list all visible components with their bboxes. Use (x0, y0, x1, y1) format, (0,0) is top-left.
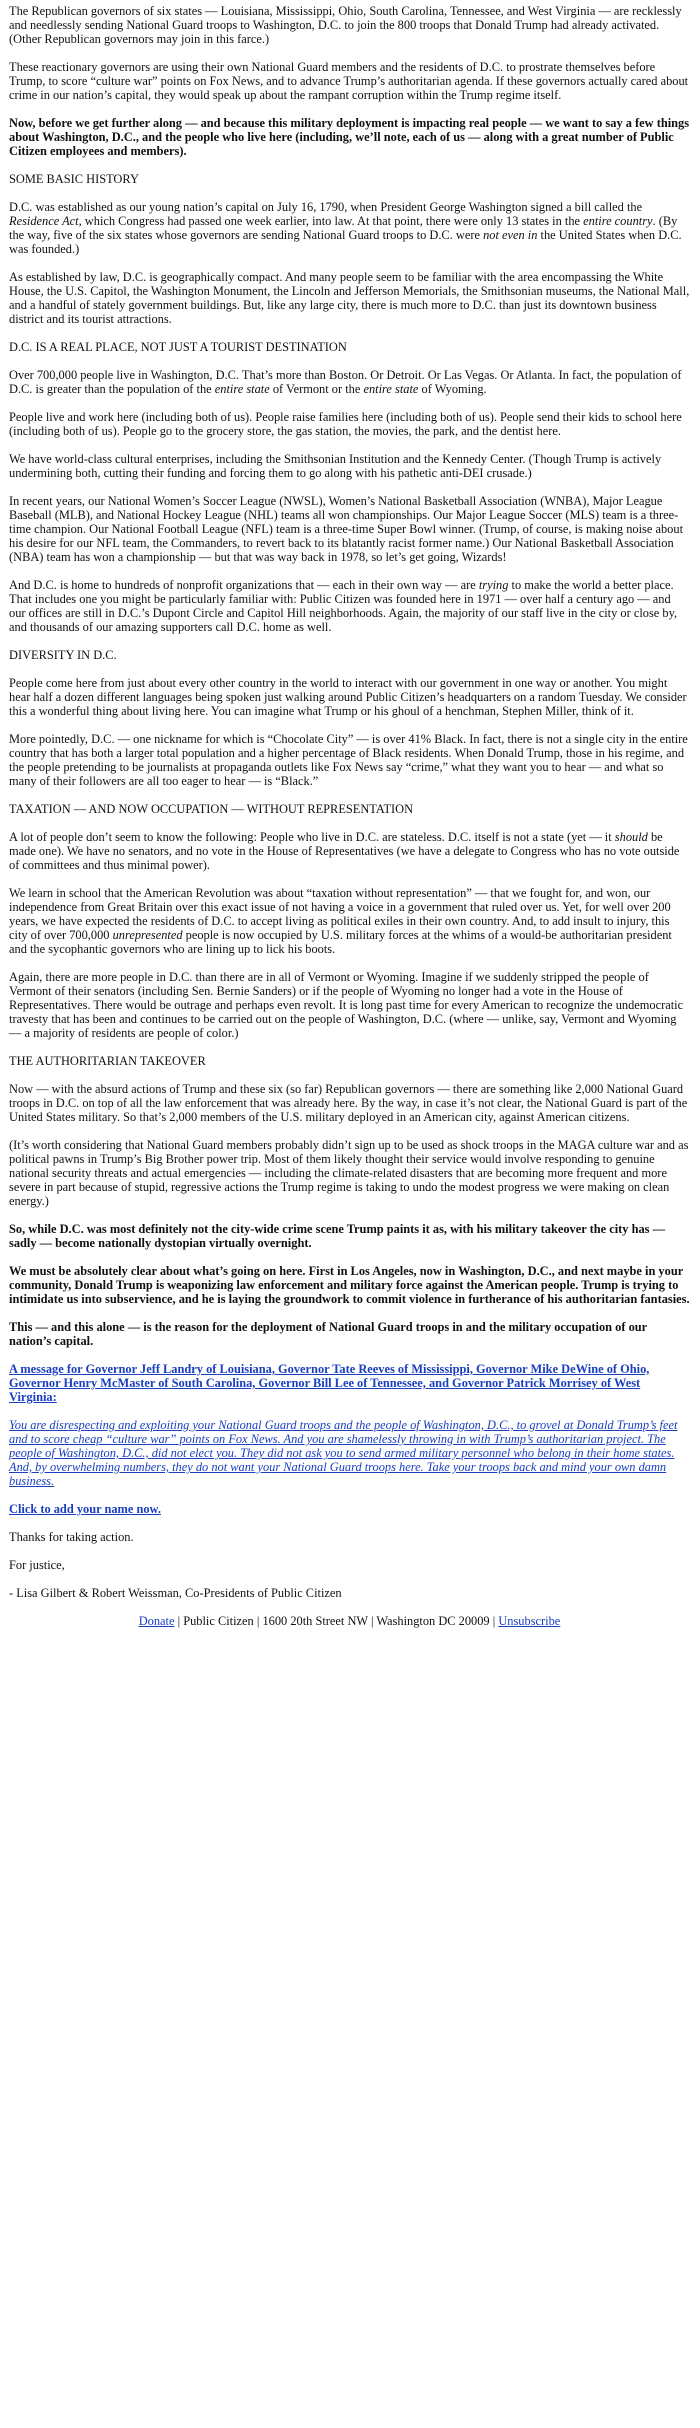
footer-separator: | (256, 1614, 260, 1628)
real-place-paragraph-2: People live and work here (including both of us). People raise families here (including both of us). People send their kids to school here (including both of us). People go to the grocery store, the gas station, the movies, the park, and the dentist here. (9, 410, 682, 438)
taxation-paragraph-2: We learn in school that the American Revolution was about “taxation without representation” — that we fought for, and won, our independence from Great Britain over this exact issue of not having a voice in a government that ruled over us. Yet, for well over 200 years, we have expected the residents of D.C. to accept living as political exiles in their own country. And, to add insult to injury, this city of over 700,000 unrepresented people is now occupied by U.S. military forces at the whims of a would-be authoritarian president and the sycophantic governors who are lining up to lick his boots. (9, 886, 672, 956)
footer-separator: | (177, 1614, 181, 1628)
takeover-paragraph-3: So, while D.C. was most definitely not the city-wide crime scene Trump paints it as, with his military takeover the city has — sadly — become nationally dystopian virtually overnight. (9, 1222, 665, 1250)
petition-cta[interactable] (9, 1502, 690, 1516)
diversity-paragraph-2: More pointedly, D.C. — one nickname for which is “Chocolate City” — is over 41% Black. In fact, there is not a single city in the entire country that has both a larger total population and a higher percentage of Black residents. When Donald Trump, those in his regime, and the people pretending to be journalists at propaganda outlets like Fox News say “crime,” what they want you to hear — and what so many of their followers are all too eager to hear — is “Black.” (9, 732, 688, 788)
intro-paragraph-2: These reactionary governors are using their own National Guard members and the residents of D.C. to prostrate themselves before Trump, to score “culture war” points on Fox News, and to advance Trump’s authoritarian agenda. If these governors actually cared about crime in our nation’s capital, they would speak up about the rampant corruption within the Trump regime itself. (9, 60, 689, 102)
petition-body-link[interactable]: You are disrespecting and exploiting your National Guard troops and the people of Washington, D.C., to grovel at Donald Trump’s feet and to score cheap “culture war” points on Fox News. And you are shamelessly throwing in with Trump’s authoritarian project. The people of Washington, D.C., did not elect you. They did not ask you to send armed military personnel who belong in their home states. And, by overwhelming numbers, they do not want your National Guard troops here. Take your troops back and mind your own damn business. (9, 1418, 678, 1488)
taxation-paragraph-3: Again, there are more people in D.C. than there are in all of Vermont or Wyoming. Imagine if we suddenly stripped the people of Vermont of their senators (including Sen. Bernie Sanders) or if the people of Wyoming no longer had a vote in the House of Representatives. There would be outrage and perhaps even revolt. It is long past time for every American to recognize the undemocratic travesty that has been and continues to be carried out on the people of Washington, D.C. (where — unlike, say, Vermont and Wyoming — a majority of residents are people of color.) (9, 970, 684, 1040)
footer-separator: | (492, 1614, 496, 1628)
intro-paragraph-3: Now, before we get further along — and because this military deployment is impacting real people — we want to say a few things about Washington, D.C., and the people who live here (including, we’ll note, each of us — along with a great number of Public Citizen employees and members). (9, 116, 690, 158)
section-heading-real-place: D.C. IS A REAL PLACE, NOT JUST A TOURIST DESTINATION (9, 340, 347, 354)
footer-address: 1600 20th Street NW (262, 1614, 368, 1628)
email-footer (9, 1614, 690, 1628)
section-heading-diversity: DIVERSITY IN D.C. (9, 648, 117, 662)
history-paragraph-1: D.C. was established as our young nation’s capital on July 16, 1790, when President George Washington signed a bill called the Residence Act, which Congress had passed one week earlier, into law. At that point, there were only 13 states in the entire country. (By the way, five of the six states whose governors are sending National Guard troops to D.C. were not even in the United States when D.C. was founded.) (9, 200, 682, 256)
real-place-paragraph-5: And D.C. is home to hundreds of nonprofit organizations that — each in their own way — are trying to make the world a better place. That includes one you might be particularly familiar with: Public Citizen was founded here in 1971 — over half a century ago — and our offices are still in D.C.’s Dupont Circle and Capitol Hill neighborhoods. Again, the majority of our staff live in the city or close by, and thousands of our amazing supporters call D.C. home as well. (9, 578, 678, 634)
footer-org-name: Public Citizen (183, 1614, 254, 1628)
real-place-paragraph-3: We have world-class cultural enterprises, including the Smithsonian Institution and the Kennedy Center. (Though Trump is actively undermining both, cutting their funding and forcing them to go along with his pathetic anti-DEI crusade.) (9, 452, 662, 480)
petition-message-body-link[interactable] (9, 1418, 690, 1488)
takeover-paragraph-5: This — and this alone — is the reason for the deployment of National Guard troops in and the military occupation of our nation’s capital. (9, 1320, 647, 1348)
takeover-paragraph-4: We must be absolutely clear about what’s going on here. First in Los Angeles, now in Washington, D.C., and next maybe in your community, Donald Trump is weaponizing law enforcement and military force against the American people. Trump is trying to intimidate us into subservience, and he is laying the groundwork to commit violence in furtherance of his authoritarian fantasies. (9, 1264, 690, 1306)
section-heading-history: SOME BASIC HISTORY (9, 172, 139, 186)
real-place-paragraph-1: Over 700,000 people live in Washington, D.C. That’s more than Boston. Or Detroit. Or Las Vegas. Or Atlanta. In fact, the population of D.C. is greater than the population of the entire state of Vermont or the entire state of Wyoming. (9, 368, 682, 396)
unsubscribe-link[interactable]: Unsubscribe (498, 1614, 561, 1628)
takeover-paragraph-1: Now — with the absurd actions of Trump and these six (so far) Republican governors — there are something like 2,000 National Guard troops in D.C. on top of all the law enforcement that was already here. By the way, in case it’s not clear, the National Guard is part of the United States military. So that’s 2,000 members of the U.S. military deployed in an American city, against American citizens. (9, 1082, 688, 1124)
donate-link[interactable]: Donate (138, 1614, 175, 1628)
add-your-name-link[interactable]: Click to add your name now. (9, 1502, 161, 1516)
footer-separator: | (371, 1614, 374, 1628)
footer-city: Washington DC 20009 (376, 1614, 490, 1628)
petition-message-heading-link[interactable] (9, 1362, 690, 1404)
taxation-paragraph-1: A lot of people don’t seem to know the following: People who live in D.C. are stateless. D.C. itself is not a state (yet — it should be made one). We have no senators, and no vote in the House of Representatives (we have a delegate to Congress who has no vote outside of committees and thus minimal power). (9, 830, 680, 872)
intro-paragraph-1: The Republican governors of six states — Louisiana, Mississippi, Ohio, South Carolina, Tennessee, and West Virginia — are recklessly and needlessly sending National Guard troops to Washington, D.C. to join the 800 troops that Donald Trump had already activated. (Other Republican governors may join in this farce.) (9, 4, 682, 46)
section-heading-takeover: THE AUTHORITARIAN TAKEOVER (9, 1054, 206, 1068)
petition-heading-link[interactable]: A message for Governor Jeff Landry of Louisiana, Governor Tate Reeves of Mississippi, Governor Mike DeWine of Ohio, Governor Henry McMaster of South Carolina, Governor Bill Lee of Tennessee, and Governor Patrick Morrisey of West Virginia: (9, 1362, 650, 1404)
section-heading-taxation: TAXATION — AND NOW OCCUPATION — WITHOUT REPRESENTATION (9, 802, 414, 816)
takeover-paragraph-2: (It’s worth considering that National Guard members probably didn’t sign up to be used as shock troops in the MAGA culture war and as political pawns in Trump’s Big Brother power trip. Most of them likely thought their service would involve responding to genuine national security threats and actual emergencies — including the climate-related disasters that are becoming more frequent and more severe in part because of stupid, regressive actions the Trump regime is taking to undo the modest progress we were making on clean energy.) (9, 1138, 689, 1208)
diversity-paragraph-1: People come here from just about every other country in the world to interact with our government in one way or another. You might hear half a dozen different languages being spoken just walking around Public Citizen’s headquarters on a random Tuesday. We consider this a wonderful thing about living here. You can imagine what Trump or his ghoul of a henchman, Stephen Miller, think of it. (9, 676, 687, 718)
real-place-paragraph-4: In recent years, our National Women’s Soccer League (NWSL), Women’s National Basketball Association (WNBA), Major League Baseball (MLB), and National Hockey League (NHL) teams all won championships. Our Major League Soccer (MLS) team is a three-time champion. Our National Football League (NFL) team is a three-time Super Bowl winner. (Trump, of course, is making noise about his desire for our NFL team, the Commanders, to revert back to its blatantly racist former name.) Our National Basketball Association (NBA) team has won a championship — but that was way back in 1978, so let’s get going, Wizards! (9, 494, 684, 564)
history-paragraph-2: As established by law, D.C. is geographically compact. And many people seem to be familiar with the area encompassing the White House, the U.S. Capitol, the Washington Monument, the Lincoln and Jefferson Memorials, the Smithsonian museums, the National Mall, and a handful of stately government buildings. But, like any large city, there is much more to D.C. than just its downtown business district and its tourist attractions. (9, 270, 690, 326)
closing-signature: - Lisa Gilbert & Robert Weissman, Co-Presidents of Public Citizen (9, 1586, 342, 1600)
closing-signoff: For justice, (9, 1558, 65, 1572)
closing-thanks: Thanks for taking action. (9, 1530, 134, 1544)
